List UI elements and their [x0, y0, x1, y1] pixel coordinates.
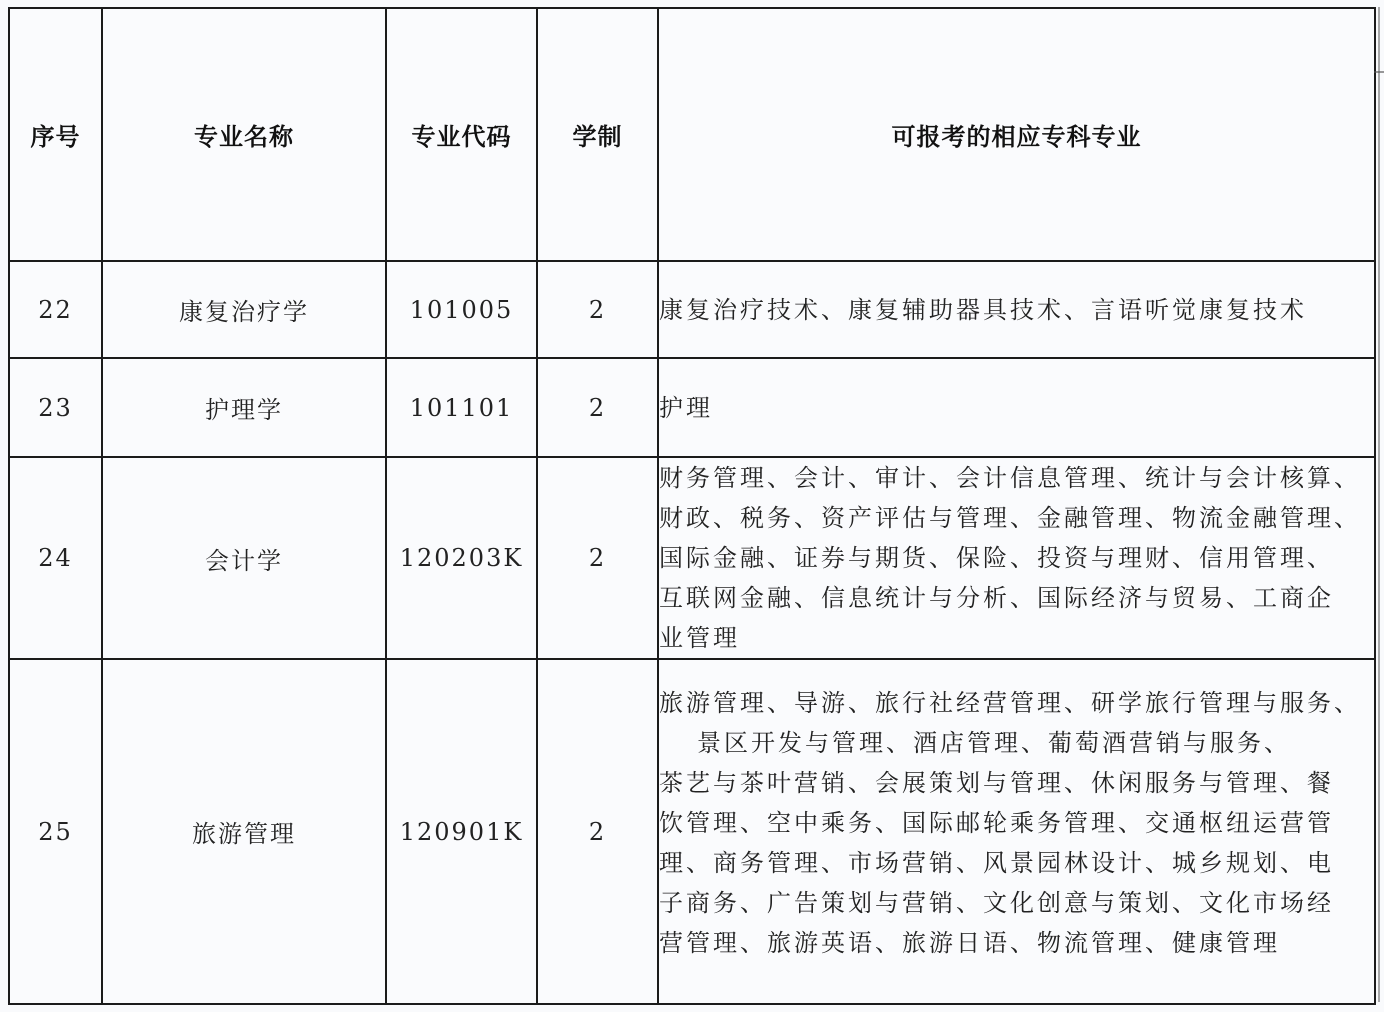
- related-line: 互联网金融、信息统计与分析、国际经济与贸易、工商企: [659, 584, 1334, 612]
- row-num: 22: [9, 261, 102, 358]
- related-line: 财政、税务、资产评估与管理、金融管理、物流金融管理、: [659, 504, 1361, 532]
- majors-table: [8, 7, 1376, 1005]
- related-line: 国际金融、证券与期货、保险、投资与理财、信用管理、: [659, 544, 1334, 572]
- row-duration: 2: [537, 659, 658, 1004]
- row-major-code: 120901K: [386, 659, 537, 1004]
- header-major-name: 专业名称: [102, 8, 386, 261]
- row-duration: 2: [537, 358, 658, 457]
- row-related-majors: [658, 457, 1375, 659]
- table-row: [9, 358, 1375, 457]
- row-num: 24: [9, 457, 102, 659]
- row-major-name: 护理学: [102, 358, 386, 457]
- table-header-row: [9, 8, 1375, 261]
- row-duration: 2: [537, 261, 658, 358]
- header-major-code: 专业代码: [386, 8, 537, 261]
- header-related-majors: 可报考的相应专科专业: [658, 8, 1375, 261]
- row-related-majors: [658, 261, 1375, 358]
- row-major-code: 120203K: [386, 457, 537, 659]
- related-line: 茶艺与茶叶营销、会展策划与管理、休闲服务与管理、餐: [659, 768, 1334, 797]
- related-line: 护理: [659, 393, 713, 422]
- related-line: 旅游管理、导游、旅行社经营管理、研学旅行管理与服务、: [659, 688, 1361, 717]
- row-major-code: 101101: [386, 358, 537, 457]
- table-row: [9, 457, 1375, 659]
- row-num: 25: [9, 659, 102, 1004]
- row-major-name: 旅游管理: [102, 659, 386, 1004]
- row-duration: 2: [537, 457, 658, 659]
- related-line: 景区开发与管理、酒店管理、葡萄酒营销与服务、: [697, 728, 1291, 757]
- row-related-majors: [658, 659, 1375, 1004]
- related-line: 子商务、广告策划与营销、文化创意与策划、文化市场经: [659, 888, 1334, 917]
- row-related-majors: [658, 358, 1375, 457]
- table-row: [9, 261, 1375, 358]
- row-major-code: 101005: [386, 261, 537, 358]
- row-num: 23: [9, 358, 102, 457]
- header-num: 序号: [9, 8, 102, 261]
- related-line: 理、商务管理、市场营销、风景园林设计、城乡规划、电: [659, 848, 1334, 877]
- related-line: 康复治疗技术、康复辅助器具技术、言语听觉康复技术: [659, 295, 1307, 324]
- table-row: [9, 659, 1375, 1004]
- adjacent-table-border: [1378, 7, 1380, 1002]
- adjacent-table-tick: [1374, 71, 1384, 73]
- related-line: 财务管理、会计、审计、会计信息管理、统计与会计核算、: [659, 464, 1361, 492]
- related-line: 业管理: [659, 624, 740, 652]
- row-major-name: 会计学: [102, 457, 386, 659]
- row-major-name: 康复治疗学: [102, 261, 386, 358]
- related-line: 饮管理、空中乘务、国际邮轮乘务管理、交通枢纽运营管: [659, 808, 1334, 837]
- related-line: 营管理、旅游英语、旅游日语、物流管理、健康管理: [659, 928, 1280, 957]
- header-duration: 学制: [537, 8, 658, 261]
